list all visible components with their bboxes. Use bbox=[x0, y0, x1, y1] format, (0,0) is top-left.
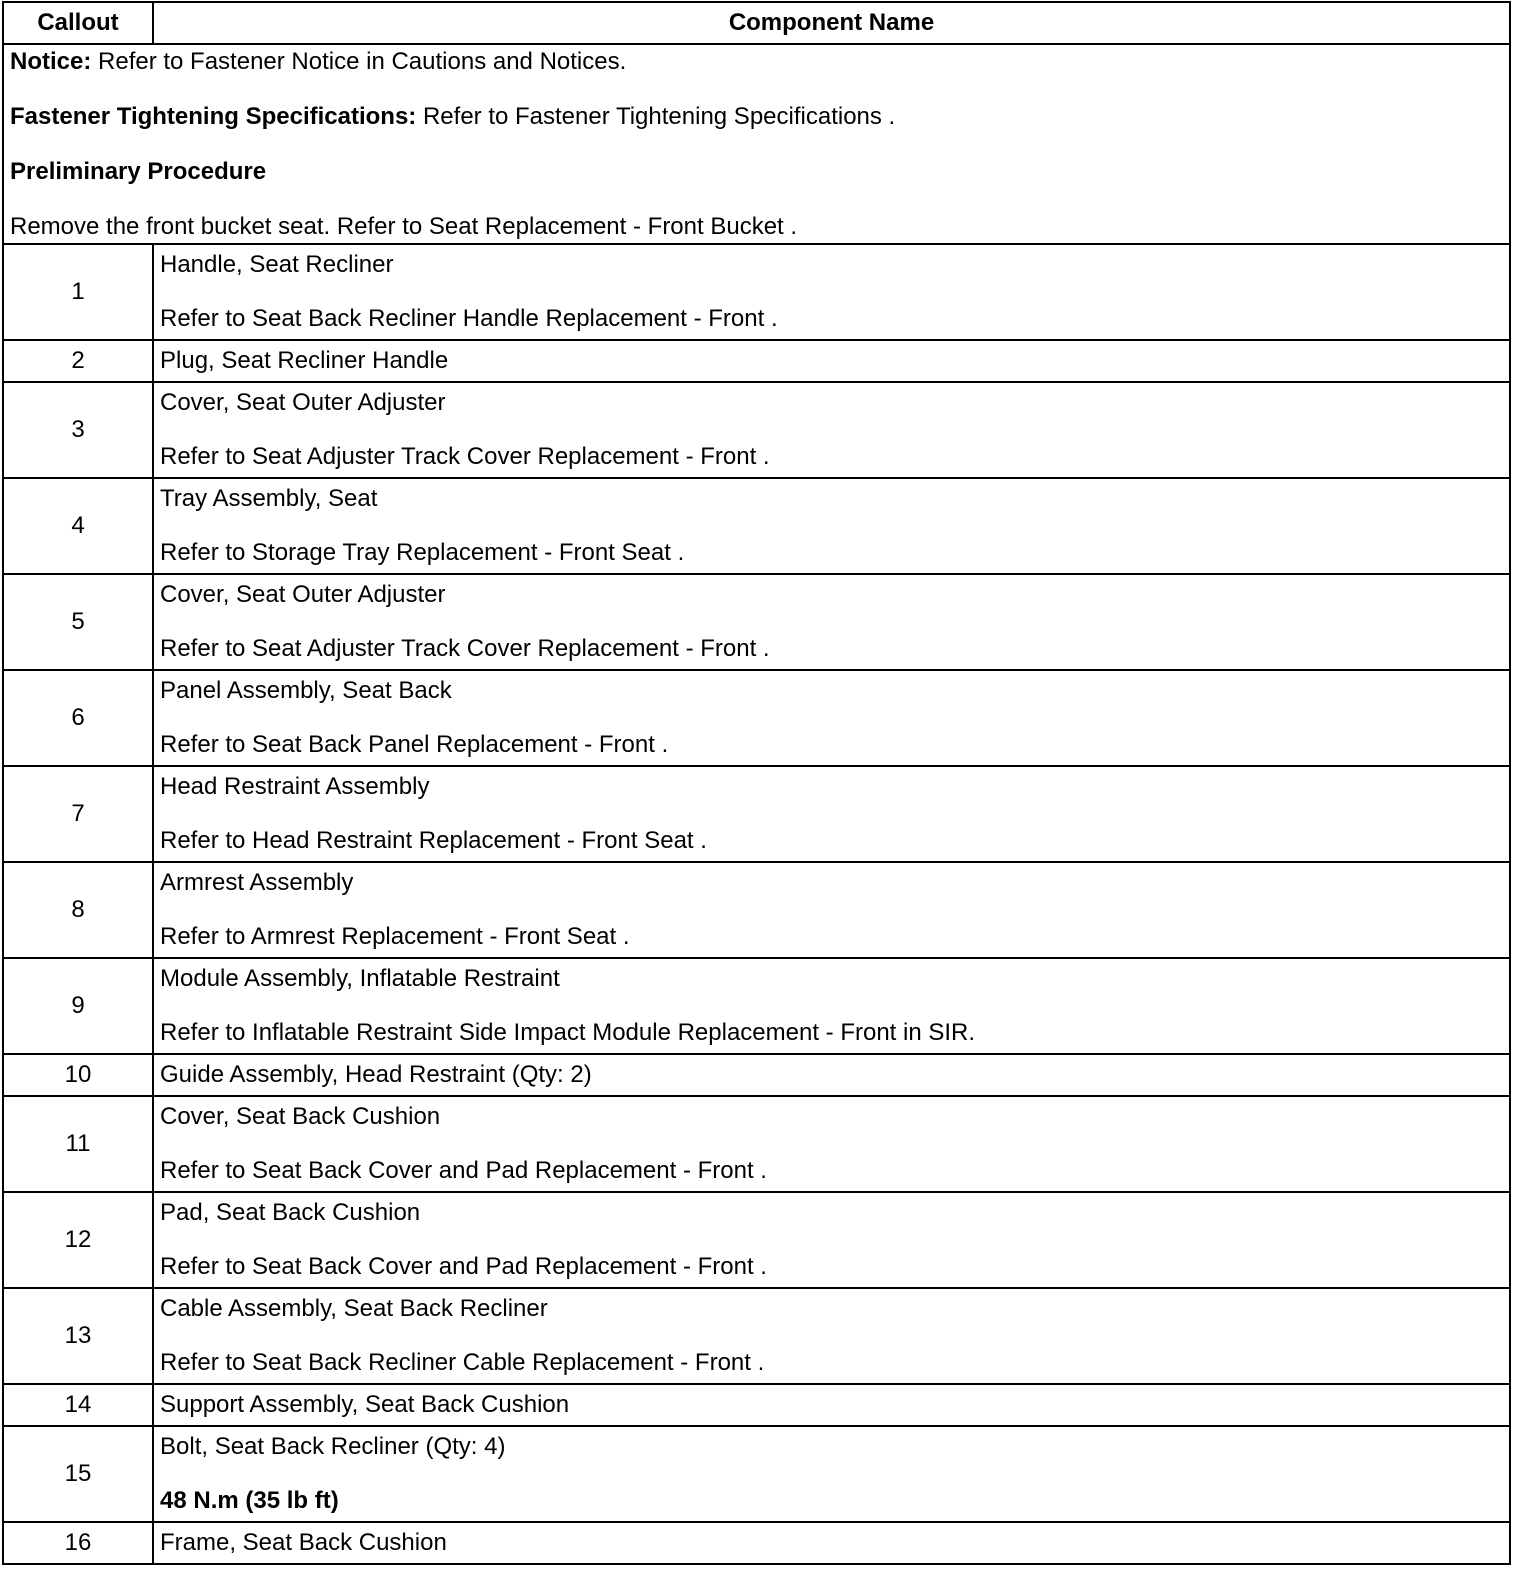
component-cell bbox=[153, 1384, 1510, 1426]
component-name: Tray Assembly, Seat bbox=[160, 485, 378, 512]
component-reference: Refer to Seat Back Cover and Pad Replacement - Front . bbox=[160, 1253, 767, 1280]
table-row bbox=[3, 244, 1510, 340]
callout-number: 12 bbox=[3, 1192, 153, 1288]
table-row bbox=[3, 1054, 1510, 1096]
component-cell bbox=[153, 1192, 1510, 1288]
component-cell bbox=[153, 382, 1510, 478]
component-name: Cover, Seat Outer Adjuster bbox=[160, 581, 446, 608]
callout-number: 15 bbox=[3, 1426, 153, 1522]
component-cell bbox=[153, 1096, 1510, 1192]
component-cell bbox=[153, 1288, 1510, 1384]
component-cell bbox=[153, 1054, 1510, 1096]
component-reference: Refer to Storage Tray Replacement - Front Seat . bbox=[160, 539, 685, 566]
component-reference: Refer to Seat Back Panel Replacement - Front . bbox=[160, 731, 669, 758]
spec-paragraph bbox=[10, 103, 1503, 131]
component-name: Frame, Seat Back Cushion bbox=[160, 1529, 447, 1556]
component-name: Module Assembly, Inflatable Restraint bbox=[160, 965, 560, 992]
component-name: Plug, Seat Recliner Handle bbox=[160, 347, 449, 374]
component-reference: Refer to Inflatable Restraint Side Impact Module Replacement - Front in SIR. bbox=[160, 1019, 976, 1046]
component-cell bbox=[153, 1426, 1510, 1522]
component-column-header: Component Name bbox=[153, 2, 1510, 44]
intro-row bbox=[3, 44, 1510, 244]
notice-text: Refer to Fastener Notice in Cautions and Notices. bbox=[91, 47, 627, 75]
table-row bbox=[3, 478, 1510, 574]
callout-number: 16 bbox=[3, 1522, 153, 1564]
table-row bbox=[3, 574, 1510, 670]
callout-number: 3 bbox=[3, 382, 153, 478]
table-row bbox=[3, 1384, 1510, 1426]
component-name: Head Restraint Assembly bbox=[160, 773, 430, 800]
component-cell bbox=[153, 574, 1510, 670]
intro-cell bbox=[3, 44, 1510, 244]
callout-number: 8 bbox=[3, 862, 153, 958]
callout-number: 11 bbox=[3, 1096, 153, 1192]
spec-text: Refer to Fastener Tightening Specifications . bbox=[416, 102, 896, 130]
table-row bbox=[3, 1426, 1510, 1522]
component-name: Support Assembly, Seat Back Cushion bbox=[160, 1391, 570, 1418]
callout-number: 7 bbox=[3, 766, 153, 862]
component-reference: Refer to Seat Adjuster Track Cover Replacement - Front . bbox=[160, 443, 770, 470]
callout-number: 14 bbox=[3, 1384, 153, 1426]
table-row bbox=[3, 1192, 1510, 1288]
component-name: Cover, Seat Outer Adjuster bbox=[160, 389, 446, 416]
callout-number: 1 bbox=[3, 244, 153, 340]
callout-column-header: Callout bbox=[3, 2, 153, 44]
component-name: Armrest Assembly bbox=[160, 869, 354, 896]
component-cell bbox=[153, 340, 1510, 382]
torque-spec: 48 N.m (35 lb ft) bbox=[160, 1487, 339, 1514]
table-row bbox=[3, 766, 1510, 862]
component-cell bbox=[153, 1522, 1510, 1564]
component-cell bbox=[153, 766, 1510, 862]
component-name: Cable Assembly, Seat Back Recliner bbox=[160, 1295, 548, 1322]
callout-number: 5 bbox=[3, 574, 153, 670]
table-row bbox=[3, 1096, 1510, 1192]
component-cell bbox=[153, 670, 1510, 766]
callout-number: 2 bbox=[3, 340, 153, 382]
component-reference: Refer to Armrest Replacement - Front Seat . bbox=[160, 923, 630, 950]
prelim-heading: Preliminary Procedure bbox=[10, 157, 267, 185]
callout-number: 10 bbox=[3, 1054, 153, 1096]
table-row bbox=[3, 670, 1510, 766]
table-row bbox=[3, 340, 1510, 382]
component-reference: Refer to Seat Adjuster Track Cover Replacement - Front . bbox=[160, 635, 770, 662]
table-row bbox=[3, 1288, 1510, 1384]
table-row bbox=[3, 862, 1510, 958]
table-row bbox=[3, 382, 1510, 478]
component-cell bbox=[153, 958, 1510, 1054]
component-name: Pad, Seat Back Cushion bbox=[160, 1199, 421, 1226]
component-reference: Refer to Seat Back Cover and Pad Replacement - Front . bbox=[160, 1157, 767, 1184]
component-name: Panel Assembly, Seat Back bbox=[160, 677, 452, 704]
notice-paragraph bbox=[10, 48, 1503, 76]
component-table bbox=[2, 1, 1511, 1565]
component-reference: Refer to Seat Back Recliner Cable Replacement - Front . bbox=[160, 1349, 765, 1376]
component-cell bbox=[153, 244, 1510, 340]
prelim-text: Remove the front bucket seat. Refer to Seat Replacement - Front Bucket . bbox=[10, 212, 798, 240]
table-row bbox=[3, 958, 1510, 1054]
component-name: Cover, Seat Back Cushion bbox=[160, 1103, 441, 1130]
table-header-row bbox=[3, 2, 1510, 44]
component-cell bbox=[153, 862, 1510, 958]
callout-number: 9 bbox=[3, 958, 153, 1054]
component-cell bbox=[153, 478, 1510, 574]
table-row bbox=[3, 1522, 1510, 1564]
component-name: Bolt, Seat Back Recliner (Qty: 4) bbox=[160, 1433, 506, 1460]
component-name: Handle, Seat Recliner bbox=[160, 251, 394, 278]
notice-label: Notice: bbox=[10, 47, 92, 75]
component-reference: Refer to Seat Back Recliner Handle Replacement - Front . bbox=[160, 305, 778, 332]
component-name: Guide Assembly, Head Restraint (Qty: 2) bbox=[160, 1061, 592, 1088]
callout-number: 13 bbox=[3, 1288, 153, 1384]
spec-label: Fastener Tightening Specifications: bbox=[10, 102, 417, 130]
component-reference: Refer to Head Restraint Replacement - Front Seat . bbox=[160, 827, 707, 854]
callout-number: 4 bbox=[3, 478, 153, 574]
callout-number: 6 bbox=[3, 670, 153, 766]
